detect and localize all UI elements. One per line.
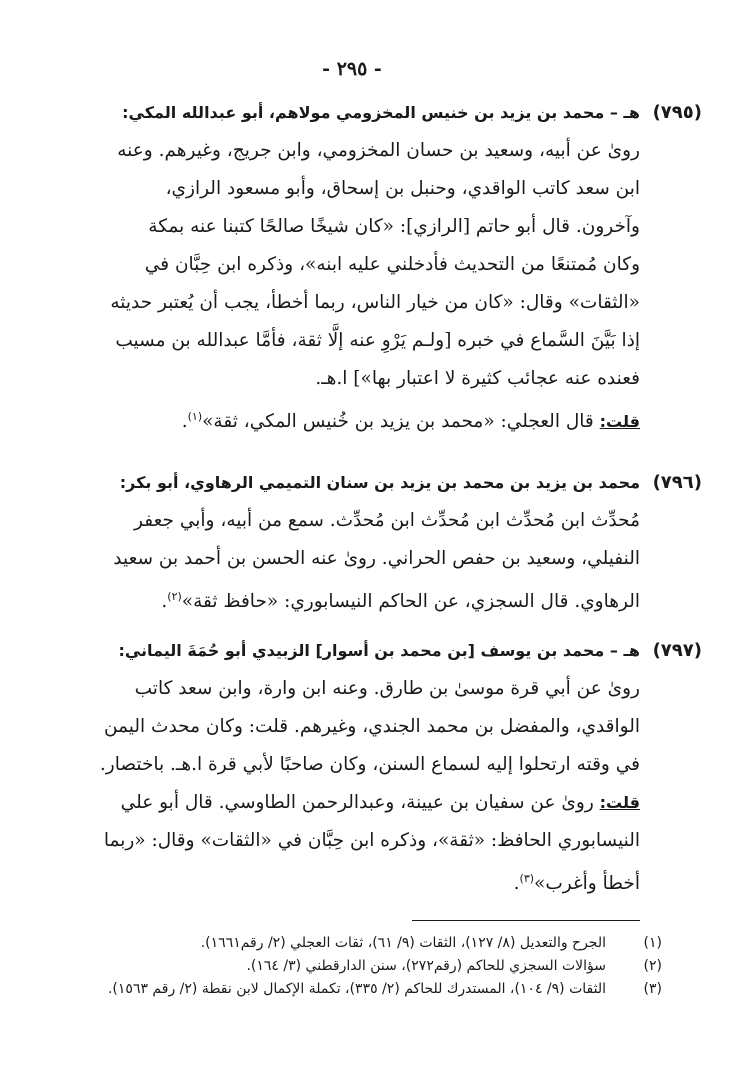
text-line: في وقته ارتحلوا إليه لسماع السنن، وكان صاحبًا لأبي قرة ا.هـ. باختصار. xyxy=(99,754,640,775)
footnote-text: الجرح والتعديل (٨/ ١٢٧)، الثقات (٩/ ٦١)، ثقات العجلي (٢/ رقم١٦٦١). xyxy=(200,935,606,951)
footnote xyxy=(64,978,662,1001)
note-label: قلت: xyxy=(599,793,640,812)
footnote xyxy=(64,932,662,955)
last-line-text: الرهاوي. قال السجزي، عن الحاكم النيسابوري: «حافظ ثقة» xyxy=(181,591,640,613)
text-line: وآخرون. قال أبو حاتم [الرازي]: «كان شيخًا صالحًا كتبنا عنه بمكة xyxy=(148,216,640,237)
last-line-text: أخطأ وأغرب» xyxy=(534,873,640,895)
entry-heading xyxy=(64,470,702,496)
line-end: . xyxy=(513,873,520,895)
footnote xyxy=(64,955,662,978)
text-line xyxy=(64,578,640,621)
text-line: روىٰ عن أبي قرة موسىٰ بن طارق. وعنه ابن وارة، وابن سعد كاتب xyxy=(134,678,640,699)
entry-number: (٧٩٧) xyxy=(652,640,702,661)
text-line: روىٰ عن أبيه، وسعيد بن حسان المخزومي، وابن جريج، وغيرهم. وعنه xyxy=(117,140,640,161)
note-label: قلت: xyxy=(599,412,640,432)
footnote-text: سؤالات السجزي للحاكم (رقم٢٧٢)، سنن الدارقطني (٣/ ١٦٤). xyxy=(246,958,606,974)
entry-number: (٧٩٥) xyxy=(652,102,702,123)
line-end: . xyxy=(161,591,168,613)
note-text: روىٰ عن سفيان بن عيينة، وعبدالرحمن الطاوسي. قال أبو علي xyxy=(120,792,600,813)
entry-body xyxy=(64,502,640,621)
text-line: الواقدي، والمفضل بن محمد الجندي، وغيرهم. قلت: وكان محدث اليمن xyxy=(104,716,640,737)
footnote-ref: (٢) xyxy=(167,590,182,603)
entry-body xyxy=(64,132,640,441)
text-line: النفيلي، وسعيد بن حفص الحراني. روىٰ عنه الحسن بن أحمد بن سعيد xyxy=(113,548,640,569)
text-line xyxy=(64,860,640,903)
note-line xyxy=(64,784,640,822)
note-line xyxy=(64,398,640,441)
entry-heading xyxy=(64,638,702,664)
text-line: «الثقات» وقال: «كان من خيار الناس، ربما أخطأ، يجب أن يُعتبر حديثه xyxy=(110,292,640,313)
footnote-number: (٢) xyxy=(643,958,662,974)
page-number: - ٢٩٥ - xyxy=(322,58,382,80)
footnote-divider xyxy=(412,920,640,921)
entry-heading xyxy=(64,100,702,126)
entry-795 xyxy=(64,100,702,441)
note-end: . xyxy=(181,411,188,433)
footnotes xyxy=(64,932,662,1001)
entry-797 xyxy=(64,638,702,903)
entry-title: هـ – محمد بن يوسف [بن محمد بن أسوار] الزبيدي أبو حُمَةَ اليماني: xyxy=(118,641,640,660)
footnote-number: (١) xyxy=(643,935,662,951)
entry-title: محمد بن يزيد بن محمد بن يزيد بن سنان التميمي الرهاوي، أبو بكر: xyxy=(119,473,640,492)
entry-796 xyxy=(64,470,702,621)
entry-number: (٧٩٦) xyxy=(652,472,702,493)
text-line: إذا بَيَّنَ السَّماع في خبره [ولـم يَرْوِ عنه إلَّا ثقة، فأمَّا عبدالله بن مسيب xyxy=(115,330,640,351)
note-text: قال العجلي: «محمد بن يزيد بن خُنيس المكي، ثقة» xyxy=(202,411,600,433)
text-line: وكان مُمتنعًا من التحديث فأدخلني عليه ابنه»، وذكره ابن حِبَّان في xyxy=(144,254,640,275)
entry-body xyxy=(64,670,640,903)
book-page xyxy=(64,0,702,1079)
text-line: ابن سعد كاتب الواقدي، وحنبل بن إسحاق، وأبو مسعود الرازي، xyxy=(165,178,640,199)
footnote-ref: (١) xyxy=(187,410,203,423)
footnote-number: (٣) xyxy=(643,981,662,997)
footnote-ref: (٣) xyxy=(519,872,535,885)
text-line: فعنده عنه عجائب كثيرة لا اعتبار بها»] ا.هـ. xyxy=(315,368,640,389)
entry-title: هـ – محمد بن يزيد بن خنيس المخزومي مولاهم، أبو عبدالله المكي: xyxy=(122,103,640,122)
text-line: النيسابوري الحافظ: «ثقة»، وذكره ابن حِبَّان في «الثقات» وقال: «ربما xyxy=(103,830,640,851)
footnote-text: الثقات (٩/ ١٠٤)، المستدرك للحاكم (٢/ ٣٣٥)، تكملة الإكمال لابن نقطة (٢/ رقم ١٥٦٣). xyxy=(107,981,606,997)
text-line: مُحدِّث ابن مُحدِّث ابن مُحدِّث ابن مُحدِّث. سمع من أبيه، وأبي جعفر xyxy=(134,510,640,531)
